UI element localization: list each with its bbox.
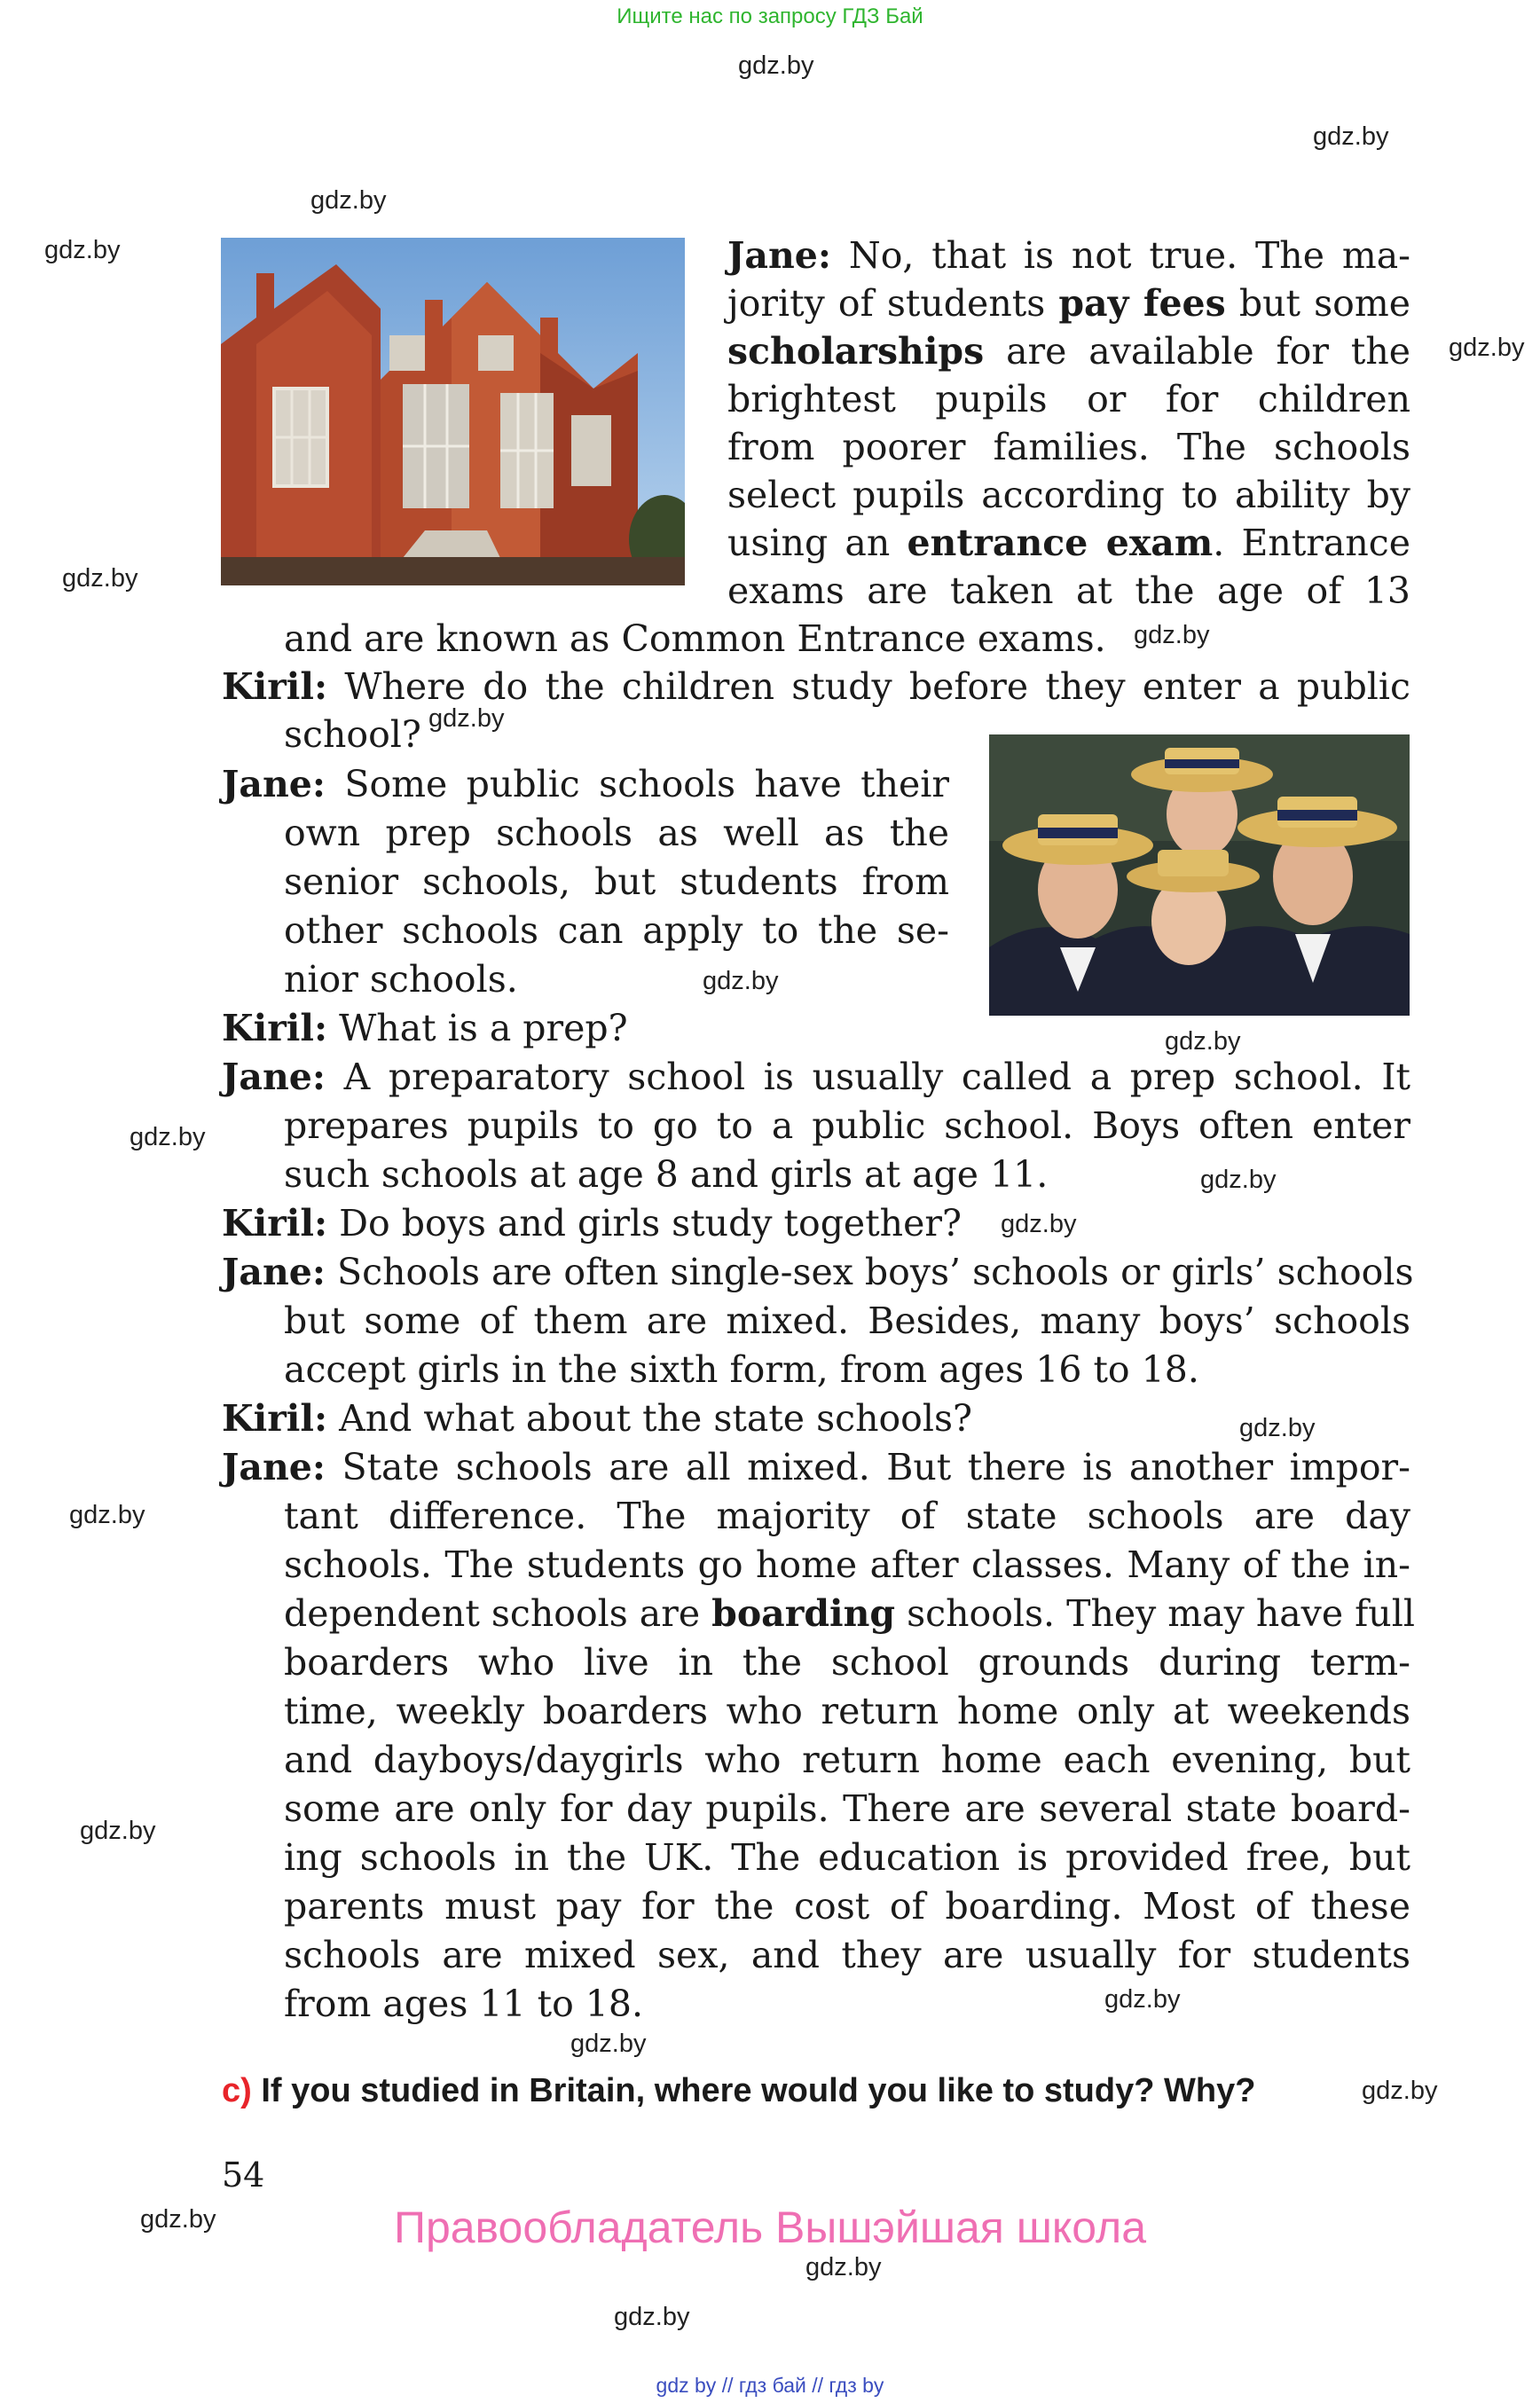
watermark: gdz.by: [1134, 621, 1210, 649]
speaker-jane: Jane:: [727, 234, 831, 277]
watermark: gdz.by: [69, 1501, 145, 1529]
speaker-jane: Jane:: [222, 1446, 326, 1488]
watermark: gdz.by: [428, 704, 505, 733]
text-line: from poorer families. The schools: [727, 426, 1410, 468]
text-line: some are only for day pupils. There are several state board-: [284, 1787, 1410, 1830]
text-line: from ages 11 to 18.: [284, 1983, 643, 2025]
text-line: boarders who live in the school grounds during term-: [284, 1641, 1410, 1684]
watermark: gdz.by: [703, 967, 779, 995]
text-line: exams are taken at the age of 13: [727, 569, 1410, 612]
watermark: gdz.by: [1362, 2077, 1438, 2105]
text-line: such schools at age 8 and girls at age 11.: [284, 1153, 1049, 1196]
text-line: nior schools.: [284, 958, 518, 1001]
term-pay-fees: pay fees: [1058, 282, 1226, 325]
text-line: ing schools in the UK. The education is provided free, but: [284, 1836, 1410, 1879]
watermark: gdz.by: [80, 1817, 156, 1845]
text-line: parents must pay for the cost of boarding. Most of these: [284, 1885, 1410, 1928]
watermark: gdz.by: [1001, 1210, 1077, 1238]
text-line: dependent schools are boarding schools. They may have full: [284, 1592, 1415, 1635]
text-line: jority of students pay fees but some: [727, 282, 1411, 325]
task-letter: c): [222, 2072, 252, 2109]
text-line: time, weekly boarders who return home only at weekends: [284, 1690, 1410, 1732]
text-line: Kiril: Do boys and girls study together?: [222, 1202, 962, 1245]
text-line: select pupils according to ability by: [727, 474, 1410, 516]
text-line: Jane: A preparatory school is usually called a prep school. It: [222, 1056, 1410, 1098]
text-line: school?: [284, 713, 421, 756]
text-line: and dayboys/daygirls who return home each evening, but: [284, 1739, 1410, 1781]
text-line: Jane: Schools are often single-sex boys’ schools or girls’ schools: [222, 1251, 1414, 1293]
term-boarding: boarding: [711, 1592, 896, 1635]
text-line: senior schools, but students from: [284, 860, 949, 903]
task-question: [222, 2072, 1375, 2110]
watermark: gdz.by: [140, 2205, 216, 2234]
watermark: gdz.by: [1200, 1166, 1277, 1194]
text-line: scholarships are available for the: [727, 330, 1410, 373]
task-text: If you studied in Britain, where would you like to study? Why?: [251, 2072, 1256, 2109]
speaker-kiril: Kiril:: [222, 665, 328, 708]
watermark: gdz.by: [614, 2303, 690, 2331]
term-scholarships: scholarships: [727, 330, 985, 373]
text-line: own prep schools as well as the: [284, 812, 949, 854]
speaker-kiril: Kiril:: [222, 1202, 328, 1245]
top-banner[interactable]: Ищите нас по запросу ГДЗ Бай: [617, 4, 923, 28]
watermark: gdz.by: [1104, 1985, 1181, 2014]
text-line: Jane: No, that is not true. The ma-: [727, 234, 1410, 277]
text-line: Kiril: Where do the children study before they enter a public: [222, 665, 1410, 708]
speaker-kiril: Kiril:: [222, 1397, 328, 1440]
watermark: gdz.by: [130, 1123, 206, 1151]
text-line: prepares pupils to go to a public school. Boys often enter: [284, 1104, 1410, 1147]
speaker-kiril: Kiril:: [222, 1007, 328, 1049]
watermark: gdz.by: [62, 564, 138, 593]
watermark: gdz.by: [1239, 1414, 1316, 1442]
text-line: Jane: Some public schools have their: [222, 763, 949, 805]
copyright-notice: Правообладатель Вышэйшая школа: [394, 2203, 1146, 2252]
watermark: gdz.by: [570, 2030, 647, 2058]
text-line: Kiril: What is a prep?: [222, 1007, 628, 1049]
watermark: gdz.by: [310, 186, 387, 215]
text-line: Kiril: And what about the state schools?: [222, 1397, 972, 1440]
text-line: using an entrance exam. Entrance: [727, 522, 1410, 564]
schoolboys-boaters-photo: [989, 734, 1410, 1016]
text-line: but some of them are mixed. Besides, many boys’ schools: [284, 1300, 1410, 1342]
speaker-jane: Jane:: [222, 1251, 326, 1293]
text-line: and are known as Common Entrance exams.: [284, 617, 1106, 660]
text-line: tant difference. The majority of state schools are day: [284, 1495, 1410, 1537]
text-line: other schools can apply to the se-: [284, 909, 949, 952]
watermark: gdz.by: [44, 236, 121, 264]
footer-links[interactable]: gdz by // гдз бай // гдз by: [656, 2374, 884, 2397]
text-line: schools. The students go home after classes. Many of the in-: [284, 1543, 1410, 1586]
text-line: brightest pupils or for children: [727, 378, 1410, 420]
speaker-jane: Jane:: [222, 763, 326, 805]
watermark: gdz.by: [1449, 334, 1525, 362]
term-entrance-exam: entrance exam: [907, 522, 1214, 564]
text-line: Jane: State schools are all mixed. But there is another impor-: [222, 1446, 1410, 1488]
watermark: gdz.by: [738, 51, 814, 80]
text-line: schools are mixed sex, and they are usually for students: [284, 1934, 1410, 1976]
watermark: gdz.by: [1165, 1027, 1241, 1056]
school-building-photo: [221, 238, 685, 585]
watermark: gdz.by: [805, 2253, 882, 2281]
watermark: gdz.by: [1313, 122, 1389, 151]
text-line: accept girls in the sixth form, from ages 16 to 18.: [284, 1348, 1199, 1391]
speaker-jane: Jane:: [222, 1056, 326, 1098]
page-number: 54: [222, 2156, 265, 2195]
